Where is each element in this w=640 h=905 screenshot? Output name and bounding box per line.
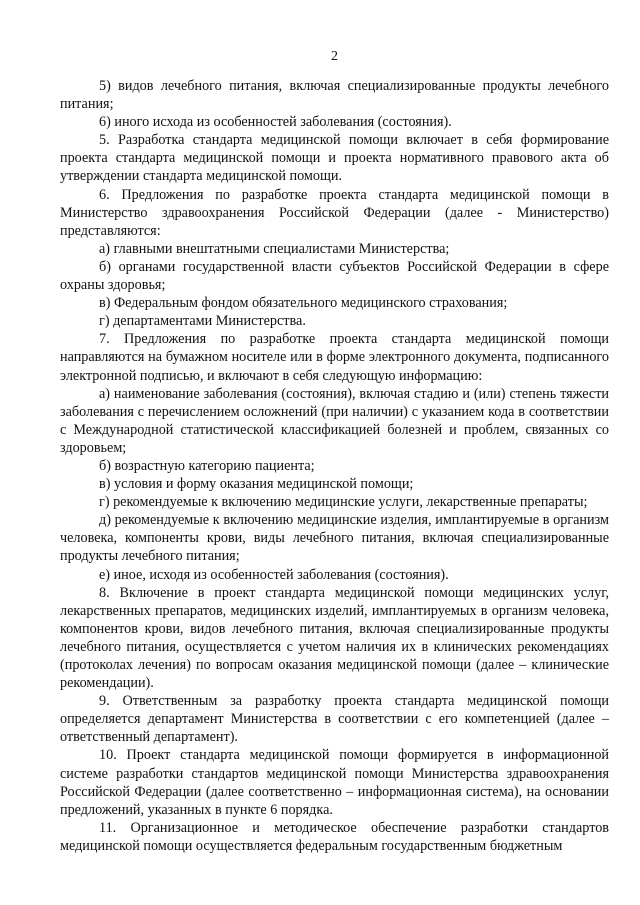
- paragraph-clause-6g: г) департаментами Министерства.: [99, 313, 306, 330]
- paragraph-clause-7v: в) условия и форму оказания медицинской помощи;: [99, 476, 414, 493]
- paragraph-clause-9: 9. Ответственным за разработку проекта стандарта медицинской помощи определяется департамент Министерства в соответствии с его компетенцией (далее – ответственный департамент).: [60, 693, 609, 746]
- page-number: 2: [331, 49, 338, 64]
- paragraph-clause-10: 10. Проект стандарта медицинской помощи формируется в информационной системе разработки стандартов медицинской помощи Министерства здравоохранения Российской Федерации (далее соответственно – информационная система), на основании предложений, указанных в пункте 6 порядка.: [60, 747, 609, 818]
- paragraph-clause-7e: е) иное, исходя из особенностей заболевания (состояния).: [99, 566, 449, 583]
- paragraph-clause-7g: г) рекомендуемые к включению медицинские услуги, лекарственные препараты;: [99, 494, 588, 511]
- paragraph-clause-6: 6. Предложения по разработке проекта стандарта медицинской помощи в Министерство здравоохранения Российской Федерации (далее - Министерство) представляются:: [60, 186, 609, 239]
- paragraph-clause-7: 7. Предложения по разработке проекта стандарта медицинской помощи направляются на бумажном носителе или в форме электронного документа, подписанного электронной подписью, и включают в себя следующую информацию:: [60, 331, 609, 384]
- paragraph-clause-6v: в) Федеральным фондом обязательного медицинского страхования;: [99, 295, 508, 312]
- paragraph-clause-7b: б) возрастную категорию пациента;: [99, 457, 315, 474]
- paragraph-clause-6a: а) главными внештатными специалистами Министерства;: [99, 240, 450, 257]
- paragraph-clause-5: 5. Разработка стандарта медицинской помощи включает в себя формирование проекта стандарта медицинской помощи и проекта нормативного правового акта об утверждении стандарта медицинской помощи.: [60, 132, 609, 185]
- paragraph-clause-7d: д) рекомендуемые к включению медицинские изделия, имплантируемые в организм человека, компоненты крови, виды лечебного питания, включая специализированные продукты лечебного питания;: [60, 512, 609, 565]
- paragraph-clause-7a: а) наименование заболевания (состояния), включая стадию и (или) степень тяжести заболевания с перечислением осложнений (при наличии) с указанием кода в соответствии с Международной статистической классификацией болезней и проблем, связанных со здоровьем;: [60, 385, 609, 456]
- paragraph-clause-8: 8. Включение в проект стандарта медицинской помощи медицинских услуг, лекарственных препаратов, медицинских изделий, имплантируемых в организм человека, компонентов крови, видов лечебного питания, включая специализированные продукты лечебного питания, осуществляется с учетом наличия их в клинических рекомендациях (протоколах лечения) по вопросам оказания медицинской помощи (далее – клинические рекомендации).: [60, 584, 609, 692]
- paragraph-clause-11: 11. Организационное и методическое обеспечение разработки стандартов медицинской помощи осуществляется федеральным государственным бюджетным: [60, 819, 609, 854]
- paragraph-clause-6b: б) органами государственной власти субъектов Российской Федерации в сфере охраны здоровья;: [60, 258, 609, 294]
- paragraph-item-6-other: 6) иного исхода из особенностей заболевания (состояния).: [99, 114, 452, 131]
- document-body: [60, 77, 609, 855]
- paragraph-item-5-diet: 5) видов лечебного питания, включая специализированные продукты лечебного питания;: [60, 78, 609, 113]
